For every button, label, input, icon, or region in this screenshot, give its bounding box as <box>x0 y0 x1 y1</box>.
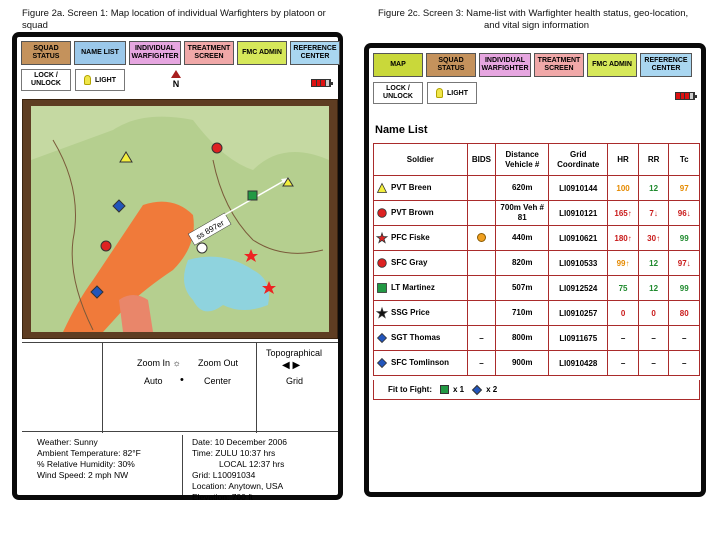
light-label: LIGHT <box>95 76 116 84</box>
distance-cell: 507m <box>496 276 549 301</box>
distance-cell: 710m <box>496 301 549 326</box>
conditions-panel <box>22 435 338 502</box>
soldier-cell[interactable] <box>374 326 468 351</box>
green-square-icon <box>440 385 449 394</box>
soldier-name: SGT Thomas <box>391 333 441 343</box>
tab-bar <box>21 41 340 65</box>
blue-diamond-icon <box>472 385 482 395</box>
topographical-button[interactable]: Topographical <box>266 348 323 358</box>
table-row[interactable] <box>374 301 700 326</box>
lock-unlock-button[interactable]: LOCK / UNLOCK <box>373 82 423 104</box>
light-button[interactable] <box>75 69 125 91</box>
date-text: Date: 10 December 2006 <box>192 437 287 447</box>
center-dot-icon[interactable]: • <box>180 374 184 386</box>
hr-cell: 180↑ <box>608 226 639 251</box>
soldier-name: PVT Brown <box>391 208 434 218</box>
bids-cell <box>467 276 496 301</box>
tab-map[interactable]: MAP <box>373 53 423 77</box>
soldier-cell[interactable] <box>374 301 468 326</box>
hr-cell: 99↑ <box>608 251 639 276</box>
location-info <box>192 437 287 503</box>
hr-cell: 100 <box>608 176 639 201</box>
soldier-cell[interactable] <box>374 351 468 376</box>
north-label: N <box>172 79 180 89</box>
elevation-text: Elevation: 700 ft <box>192 492 253 502</box>
map-screen <box>17 37 338 502</box>
table-row[interactable] <box>374 351 700 376</box>
star-icon <box>377 233 387 243</box>
rr-cell: 30↑ <box>638 226 669 251</box>
distance-cell: 800m <box>496 326 549 351</box>
table-row[interactable] <box>374 276 700 301</box>
lightbulb-icon <box>84 75 91 85</box>
header-grid <box>549 144 608 176</box>
table-row[interactable] <box>374 251 700 276</box>
header-rr: RR <box>638 144 669 176</box>
header-distance-line2: Vehicle # <box>505 159 540 169</box>
temperature-text: Ambient Temperature: 82°F <box>37 448 141 458</box>
tab-treatment-screen[interactable]: TREATMENT SCREEN <box>534 53 584 77</box>
time-local-text: LOCAL 12:37 hrs <box>219 459 285 469</box>
bids-cell <box>467 176 496 201</box>
fit-green-count <box>440 385 464 394</box>
humidity-text: % Relative Humidity: 30% <box>37 459 135 469</box>
header-tc: Tc <box>669 144 700 176</box>
zoom-out-button[interactable]: Zoom Out <box>198 358 239 368</box>
caption-line-1: Figure 2c. Screen 3: Name-list with Warfighter health status, geo-location, <box>378 8 689 19</box>
figure-caption-left: Figure 2a. Screen 1: Map location of individual Warfighters by platoon or squad <box>22 8 326 31</box>
north-arrow-icon <box>171 70 181 78</box>
name-list-screen <box>369 48 701 492</box>
fit-to-fight-summary <box>373 380 700 400</box>
battery-icon <box>675 92 695 100</box>
soldier-name: SFC Tomlinson <box>391 358 450 368</box>
header-hr: HR <box>608 144 639 176</box>
map-controls <box>22 342 338 432</box>
bids-cell <box>467 301 496 326</box>
tc-cell: 80 <box>669 301 700 326</box>
caption-line-2: and vital sign information <box>484 20 590 31</box>
page-title: Name List <box>375 124 428 136</box>
distance-cell: 700m Veh # 81 <box>496 201 549 226</box>
weather-info <box>37 437 141 481</box>
soldier-cell[interactable] <box>374 226 468 251</box>
wind-text: Wind Speed: 2 mph NW <box>37 470 129 480</box>
tab-name-list[interactable]: NAME LIST <box>74 41 126 65</box>
fit-green-text: x 1 <box>452 384 465 394</box>
grid-button[interactable]: Grid <box>286 376 304 386</box>
tc-cell: 97 <box>669 176 700 201</box>
soldier-name: PFC Fiske <box>391 233 430 243</box>
header-distance <box>496 144 549 176</box>
warfighter-square-icon[interactable] <box>248 191 257 200</box>
distance-cell: 620m <box>496 176 549 201</box>
tab-individual-warfighter[interactable]: INDIVIDUAL WARFIGHTER <box>129 41 181 65</box>
rr-cell: – <box>638 326 669 351</box>
map-zone-light <box>119 295 153 332</box>
bids-cell <box>467 201 496 226</box>
center-button[interactable]: Center <box>204 376 232 386</box>
grid-cell: LI0910121 <box>549 201 608 226</box>
tc-cell: – <box>669 351 700 376</box>
soldier-cell[interactable] <box>374 276 468 301</box>
fit-label: Fit to Fight: <box>388 385 432 394</box>
header-soldier: Soldier <box>374 144 468 176</box>
tab-bar <box>373 53 692 77</box>
warfighter-circle-icon[interactable] <box>101 241 111 251</box>
device-right <box>364 43 706 497</box>
circle-icon <box>377 258 387 268</box>
auto-button[interactable]: Auto <box>144 376 163 386</box>
tab-reference-center[interactable]: REFERENCE CENTER <box>640 53 692 77</box>
hr-cell: 0 <box>608 301 639 326</box>
weather-text: Weather: Sunny <box>37 437 98 447</box>
north-indicator <box>169 70 183 89</box>
toggle-arrows-icon[interactable]: ◀ ▶ <box>282 360 301 371</box>
rr-cell: 12 <box>638 176 669 201</box>
fit-blue-text: x 2 <box>486 384 498 394</box>
header-grid-line1: Grid <box>570 149 587 159</box>
light-button[interactable] <box>427 82 477 104</box>
grid-text: Grid: L10091034 <box>192 470 256 480</box>
tab-treatment-screen[interactable]: TREATMENT SCREEN <box>184 41 234 65</box>
bids-cell <box>467 251 496 276</box>
table-row[interactable] <box>374 326 700 351</box>
tab-squad-status[interactable]: SQUAD STATUS <box>21 41 71 65</box>
device-left <box>12 32 343 500</box>
soldier-cell[interactable] <box>374 251 468 276</box>
diamond-icon <box>377 358 387 368</box>
rr-cell: 0 <box>638 301 669 326</box>
tc-cell: – <box>669 326 700 351</box>
tc-cell: 99 <box>669 276 700 301</box>
hr-cell: – <box>608 351 639 376</box>
table-row[interactable] <box>374 226 700 251</box>
tc-cell: 99 <box>669 226 700 251</box>
tc-cell: 96↓ <box>669 201 700 226</box>
distance-cell: 820m <box>496 251 549 276</box>
grid-cell: LI0910257 <box>549 301 608 326</box>
hr-cell: 165↑ <box>608 201 639 226</box>
rr-cell: – <box>638 351 669 376</box>
grid-cell: LI0910533 <box>549 251 608 276</box>
soldier-cell[interactable] <box>374 201 468 226</box>
distance-label-text: ss 897er <box>194 218 226 242</box>
control-row <box>21 69 125 91</box>
tab-individual-warfighter[interactable]: INDIVIDUAL WARFIGHTER <box>479 53 531 77</box>
control-row <box>373 82 477 104</box>
battery-icon <box>311 79 331 87</box>
lightbulb-icon <box>436 88 443 98</box>
light-label: LIGHT <box>447 89 468 97</box>
location-text: Location: Anytown, USA <box>192 481 284 491</box>
soldier-name: PVT Breen <box>391 183 432 193</box>
grid-cell: LI0911675 <box>549 326 608 351</box>
tab-squad-status[interactable]: SQUAD STATUS <box>426 53 476 77</box>
rr-cell: 12 <box>638 251 669 276</box>
topographic-map[interactable] <box>22 99 338 339</box>
grid-cell: LI0910144 <box>549 176 608 201</box>
tab-fmc-admin[interactable]: FMC ADMIN <box>587 53 637 77</box>
soldier-cell[interactable] <box>374 176 468 201</box>
table-row[interactable] <box>374 176 700 201</box>
tab-reference-center[interactable]: REFERENCE CENTER <box>290 41 340 65</box>
hr-cell: 75 <box>608 276 639 301</box>
header-bids: BIDS <box>467 144 496 176</box>
star-icon <box>377 308 387 318</box>
bids-cell: – <box>467 326 496 351</box>
rr-cell: 7↓ <box>638 201 669 226</box>
tc-cell: 97↓ <box>669 251 700 276</box>
bids-cell <box>467 226 496 251</box>
header-distance-line1: Distance <box>505 149 539 159</box>
circle-icon <box>377 208 387 218</box>
table-header-row <box>374 144 700 176</box>
soldier-name: LT Martinez <box>391 283 435 293</box>
rr-cell: 12 <box>638 276 669 301</box>
soldier-name: SFC Gray <box>391 258 428 268</box>
zoom-in-label: Zoom In <box>137 358 171 368</box>
hr-cell: – <box>608 326 639 351</box>
distance-cell: 900m <box>496 351 549 376</box>
table-row[interactable] <box>374 201 700 226</box>
lock-unlock-button[interactable]: LOCK / UNLOCK <box>21 69 71 91</box>
grid-cell: LI0910621 <box>549 226 608 251</box>
tab-fmc-admin[interactable]: FMC ADMIN <box>237 41 287 65</box>
time-zulu-text: Time: ZULU 10:37 hrs <box>192 448 276 458</box>
bids-alert-icon <box>477 233 486 242</box>
grid-cell: LI0912524 <box>549 276 608 301</box>
sun-icon: ☼ <box>172 358 181 368</box>
triangle-icon <box>377 183 387 193</box>
soldier-name: SSG Price <box>391 308 430 318</box>
distance-cell: 440m <box>496 226 549 251</box>
zoom-in-button[interactable] <box>137 358 181 368</box>
grid-cell: LI0910428 <box>549 351 608 376</box>
name-list-table <box>373 143 700 376</box>
warfighter-circle-icon[interactable] <box>212 143 222 153</box>
selected-position-icon[interactable] <box>197 243 207 253</box>
square-icon <box>377 283 387 293</box>
bids-cell: – <box>467 351 496 376</box>
figure-caption-right <box>378 8 708 32</box>
fit-blue-count <box>472 385 497 395</box>
diamond-icon <box>377 333 387 343</box>
header-grid-line2: Coordinate <box>557 159 600 169</box>
